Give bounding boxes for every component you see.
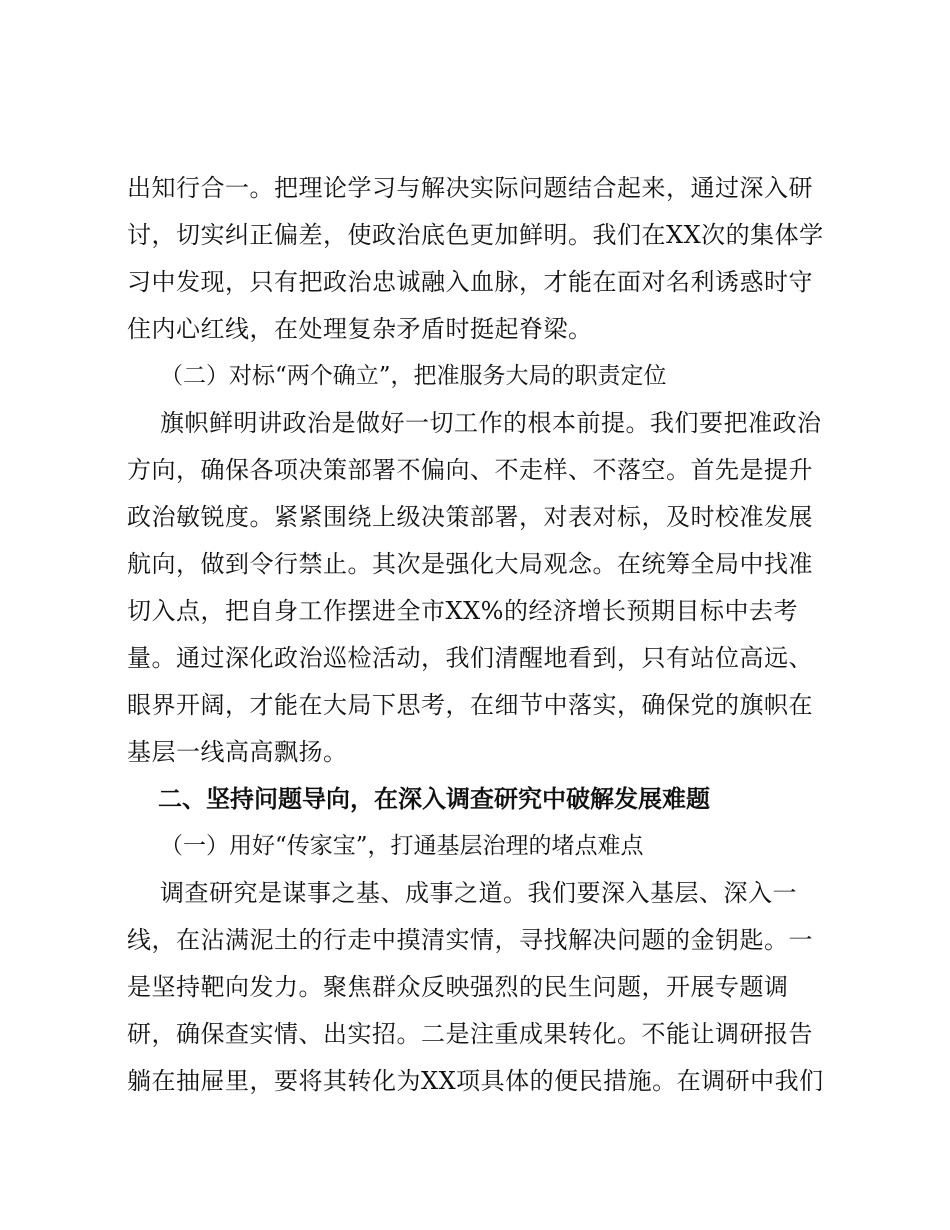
paragraph-line: 切入点，把自身工作摆进全市XX%的经济增长预期目标中去考 [127,597,798,625]
paragraph-line: 方向，确保各项决策部署不偏向、不走样、不落空。首先是提升 [127,456,813,484]
section-heading: 二、坚持问题导向，在深入调查研究中破解发展难题 [158,785,710,813]
paragraph-line: 基层一线高高飘扬。 [127,738,348,766]
paragraph-line: 眼界开阔，才能在大局下思考，在细节中落实，确保党的旗帜在 [127,691,813,719]
paragraph-line: 线，在沾满泥土的行走中摸清实情，寻找解决问题的金钥匙。一 [127,926,813,954]
paragraph-line: 是坚持靶向发力。聚焦群众反映强烈的民生问题，开展专题调 [127,973,789,1001]
paragraph-line: 政治敏锐度。紧紧围绕上级决策部署，对表对标，及时校准发展 [127,503,813,531]
subheading: （二）对标“两个确立”，把准服务大局的职责定位 [160,363,667,389]
paragraph-line: 航向，做到令行禁止。其次是强化大局观念。在统筹全局中找准 [127,550,813,578]
paragraph-line: 躺在抽屉里，要将其转化为XX项具体的便民措施。在调研中我们 [127,1067,824,1095]
paragraph-line: 旗帜鲜明讲政治是做好一切工作的根本前提。我们要把准政治 [160,409,822,437]
paragraph-line: 调查研究是谋事之基、成事之道。我们要深入基层、深入一 [160,879,797,907]
paragraph-line: 习中发现，只有把政治忠诚融入血脉，才能在面对名利诱惑时守 [127,268,813,296]
paragraph-line: 讨，切实纠正偏差，使政治底色更加鲜明。我们在XX次的集体学 [127,221,824,249]
paragraph-line: 住内心红线，在处理复杂矛盾时挺起脊梁。 [127,315,593,343]
paragraph-line: 量。通过深化政治巡检活动，我们清醒地看到，只有站位高远、 [127,644,813,672]
paragraph-line: 研，确保查实情、出实招。二是注重成果转化。不能让调研报告 [127,1020,813,1048]
paragraph-line: 出知行合一。把理论学习与解决实际问题结合起来，通过深入研 [127,174,813,202]
subheading: （一）用好“传家宝”，打通基层治理的堵点难点 [160,833,644,859]
